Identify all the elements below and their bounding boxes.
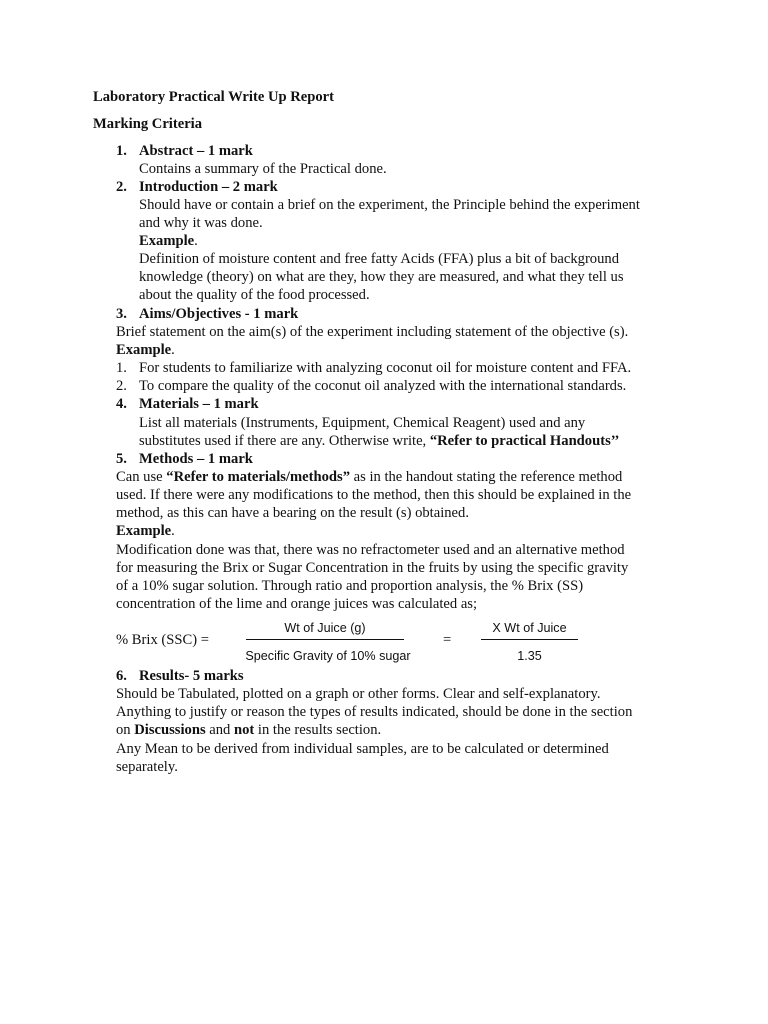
example-label: Example.	[116, 523, 175, 539]
paragraph-line: Any Mean to be derived from individual samples, are to be calculated or determined	[116, 741, 609, 757]
paragraph-line: and why it was done.	[139, 215, 263, 231]
not-emphasis: not	[234, 722, 255, 738]
example-text: Example	[116, 523, 172, 539]
section-heading-methods: Methods – 1 mark	[139, 451, 253, 467]
section-heading-introduction: Introduction – 2 mark	[139, 179, 278, 195]
list-item: To compare the quality of the coconut oil analyzed with the international standards.	[139, 378, 627, 394]
paragraph-line: List all materials (Instruments, Equipment, Chemical Reagent) used and any	[139, 415, 586, 431]
list-item-number: 2.	[116, 378, 127, 394]
example-text: Example	[116, 342, 172, 358]
section-number: 2.	[116, 179, 127, 195]
section-number: 5.	[116, 451, 127, 467]
section-heading-aims: Aims/Objectives - 1 mark	[139, 306, 299, 322]
paragraph-line: Brief statement on the aim(s) of the experiment including statement of the objective (s).	[116, 324, 629, 340]
text-run: Can use	[116, 469, 167, 485]
section-heading-materials: Materials – 1 mark	[139, 396, 259, 412]
paragraph-line	[116, 721, 381, 739]
paragraph-line: separately.	[116, 759, 178, 775]
document-title: Laboratory Practical Write Up Report	[93, 89, 335, 105]
formula-lhs: % Brix (SSC) =	[116, 632, 209, 648]
text-run: as in the handout stating the reference method	[350, 469, 623, 485]
paragraph-line: Should be Tabulated, plotted on a graph or other forms. Clear and self-explanatory.	[116, 686, 601, 702]
paragraph-line: Should have or contain a brief on the experiment, the Principle behind the experiment	[139, 197, 640, 213]
paragraph-line: Anything to justify or reason the types of results indicated, should be done in the section	[116, 704, 633, 720]
text-run: and	[205, 722, 234, 738]
paragraph-line: of a 10% sugar solution. Through ratio and proportion analysis, the % Brix (SS)	[116, 578, 584, 594]
paragraph-line: knowledge (theory) on what are they, how they are measured, and what they tell us	[139, 269, 624, 285]
paragraph-line	[116, 468, 622, 486]
formula-numerator-left: Wt of Juice (g)	[284, 621, 366, 635]
fraction-bar	[481, 639, 578, 640]
example-text: Example	[139, 233, 195, 249]
list-item: For students to familiarize with analyzing coconut oil for moisture content and FFA.	[139, 360, 632, 376]
paragraph-line: used. If there were any modifications to the method, then this should be explained in the	[116, 487, 632, 503]
formula-denominator-right: 1.35	[517, 649, 542, 663]
list-item-number: 1.	[116, 360, 127, 376]
marking-criteria-heading: Marking Criteria	[93, 116, 203, 132]
paragraph-line: about the quality of the food processed.	[139, 287, 370, 303]
handouts-reference: “Refer to practical Handouts’’	[429, 433, 620, 449]
paragraph-line: concentration of the lime and orange juices was calculated as;	[116, 596, 478, 612]
example-label: Example.	[139, 233, 198, 249]
formula-denominator-left: Specific Gravity of 10% sugar	[245, 649, 411, 663]
paragraph-line	[139, 432, 619, 450]
paragraph-line: Contains a summary of the Practical done.	[139, 161, 387, 177]
text-run: on	[116, 722, 135, 738]
discussions-emphasis: Discussions	[134, 722, 206, 738]
section-number: 3.	[116, 306, 127, 322]
formula-equals: =	[443, 632, 452, 648]
section-heading-results: Results- 5 marks	[139, 668, 244, 684]
text-run: in the results section.	[254, 722, 382, 738]
fraction-bar	[246, 639, 404, 640]
methods-reference: “Refer to materials/methods”	[166, 469, 350, 485]
section-number: 1.	[116, 143, 127, 159]
paragraph-line: for measuring the Brix or Sugar Concentration in the fruits by using the specific gravity	[116, 560, 629, 576]
section-number: 6.	[116, 668, 127, 684]
text-run: substitutes used if there are any. Otherwise write,	[139, 433, 430, 449]
formula-numerator-right: X Wt of Juice	[492, 621, 567, 635]
paragraph-line: Modification done was that, there was no refractometer used and an alternative method	[116, 542, 625, 558]
section-number: 4.	[116, 396, 127, 412]
paragraph-line: method, as this can have a bearing on the result (s) obtained.	[116, 505, 469, 521]
paragraph-line: Definition of moisture content and free fatty Acids (FFA) plus a bit of background	[139, 251, 619, 267]
section-heading-abstract: Abstract – 1 mark	[139, 143, 253, 159]
example-label: Example.	[116, 342, 175, 358]
